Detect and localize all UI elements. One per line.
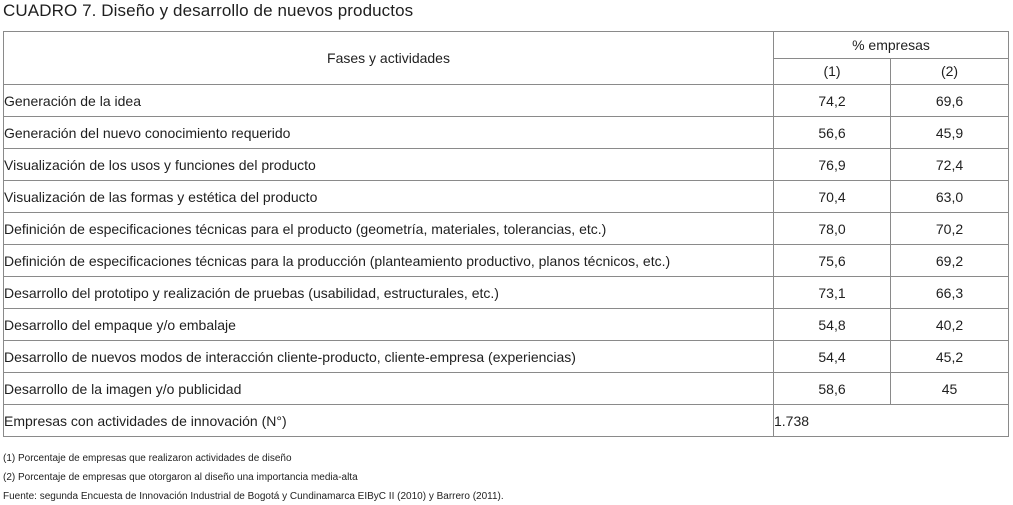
header-row bbox=[4, 32, 1009, 59]
table-row bbox=[4, 149, 1009, 181]
row-label: Visualización de los usos y funciones del producto bbox=[4, 149, 774, 181]
row-label: Desarrollo del empaque y/o embalaje bbox=[4, 309, 774, 341]
table-title: CUADRO 7. Diseño y desarrollo de nuevos productos bbox=[3, 1, 414, 20]
source-note: Fuente: segunda Encuesta de Innovación Industrial de Bogotá y Cundinamarca EIByC II (2010) y Barrero (2011). bbox=[3, 491, 504, 502]
row-value-1: 75,6 bbox=[774, 245, 891, 277]
row-value-2: 45,2 bbox=[891, 341, 1009, 373]
row-value-2: 45 bbox=[891, 373, 1009, 405]
row-value-2: 66,3 bbox=[891, 277, 1009, 309]
row-value-1: 73,1 bbox=[774, 277, 891, 309]
row-value-1: 74,2 bbox=[774, 85, 891, 117]
row-value-1: 78,0 bbox=[774, 213, 891, 245]
row-value-2: 63,0 bbox=[891, 181, 1009, 213]
row-label: Definición de especificaciones técnicas para el producto (geometría, materiales, tolerancias, etc.) bbox=[4, 213, 774, 245]
row-value-2: 69,2 bbox=[891, 245, 1009, 277]
header-col-1: (1) bbox=[774, 58, 891, 85]
table-row bbox=[4, 341, 1009, 373]
row-value-2: 45,9 bbox=[891, 117, 1009, 149]
table-row bbox=[4, 117, 1009, 149]
row-value-1: 76,9 bbox=[774, 149, 891, 181]
row-value-1: 56,6 bbox=[774, 117, 891, 149]
row-label: Definición de especificaciones técnicas para la producción (planteamiento productivo, planos técnicos, etc.) bbox=[4, 245, 774, 277]
table-row bbox=[4, 373, 1009, 405]
row-value-1: 54,8 bbox=[774, 309, 891, 341]
total-label: Empresas con actividades de innovación (N°) bbox=[4, 405, 774, 437]
header-col-2: (2) bbox=[891, 58, 1009, 85]
total-row bbox=[4, 405, 1009, 437]
row-label: Generación del nuevo conocimiento requerido bbox=[4, 117, 774, 149]
row-value-1: 58,6 bbox=[774, 373, 891, 405]
header-fases: Fases y actividades bbox=[4, 32, 774, 85]
row-label: Desarrollo de nuevos modos de interacción cliente-producto, cliente-empresa (experiencias) bbox=[4, 341, 774, 373]
table-row bbox=[4, 245, 1009, 277]
row-label: Desarrollo del prototipo y realización de pruebas (usabilidad, estructurales, etc.) bbox=[4, 277, 774, 309]
row-label: Generación de la idea bbox=[4, 85, 774, 117]
row-value-2: 40,2 bbox=[891, 309, 1009, 341]
footnote-1: (1) Porcentaje de empresas que realizaron actividades de diseño bbox=[3, 453, 292, 464]
row-value-2: 70,2 bbox=[891, 213, 1009, 245]
row-value-1: 54,4 bbox=[774, 341, 891, 373]
row-label: Visualización de las formas y estética del producto bbox=[4, 181, 774, 213]
row-value-1: 70,4 bbox=[774, 181, 891, 213]
total-value: 1.738 bbox=[774, 405, 1009, 437]
footnote-2: (2) Porcentaje de empresas que otorgaron al diseño una importancia media-alta bbox=[3, 472, 358, 483]
row-label: Desarrollo de la imagen y/o publicidad bbox=[4, 373, 774, 405]
table-row bbox=[4, 85, 1009, 117]
footnotes bbox=[3, 449, 504, 505]
row-value-2: 72,4 bbox=[891, 149, 1009, 181]
data-table bbox=[3, 31, 1009, 437]
row-value-2: 69,6 bbox=[891, 85, 1009, 117]
table-row bbox=[4, 213, 1009, 245]
header-percent-empresas: % empresas bbox=[774, 32, 1009, 59]
table-row bbox=[4, 277, 1009, 309]
table-row bbox=[4, 309, 1009, 341]
table-row bbox=[4, 181, 1009, 213]
